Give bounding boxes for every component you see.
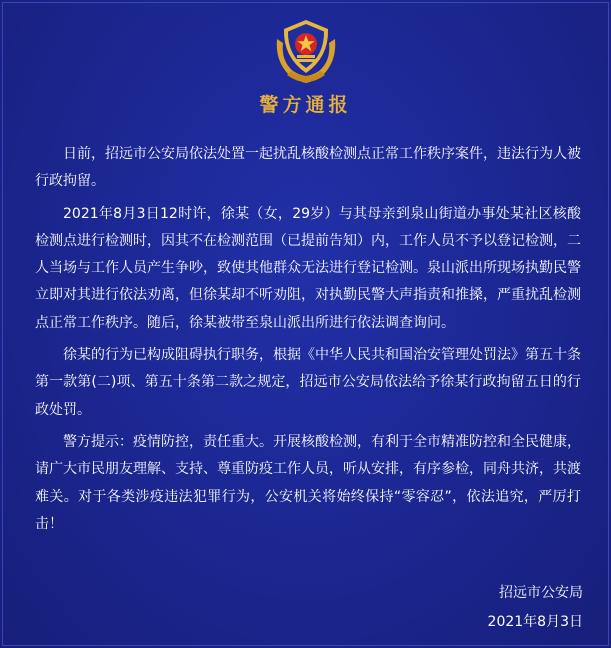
notice-title: 警方通报 xyxy=(259,94,352,116)
notice-body xyxy=(35,141,581,543)
paragraph-incident: 2021年8月3日12时许，徐某（女，29岁）与其母亲到泉山街道办事处某社区核酸检测点进行检测时，因其不在检测范围（已提前告知）内，工作人员不予以登记检测，二人当场与工作人员产生争吵，致使其他群众无法进行登记检测。泉山派出所现场执勤民警立即对其进行依法劝离，但徐某却不听劝阻，对执勤民警大声指责和推搡，严重扰乱检测点正常工作秩序。随后，徐某被带至泉山派出所进行依法调查询问。 xyxy=(35,205,581,331)
paragraph-intro: 日前，招远市公安局依法处置一起扰乱核酸检测点正常工作秩序案件，违法行为人被行政拘留。 xyxy=(35,146,581,190)
police-emblem-icon xyxy=(273,17,339,87)
signature-org: 招远市公安局 xyxy=(499,585,583,601)
signature-date: 2021年8月3日 xyxy=(487,614,583,630)
signature-block xyxy=(488,579,583,637)
paragraph-reminder: 警方提示：疫情防控，责任重大。开展核酸检测，有利于全市精准防控和全民健康，请广大市民朋友理解、支持、尊重防疫工作人员，听从安排，有序参检，同舟共济，共渡难关。对于各类涉疫违法犯罪行为，公安机关将始终保持“零容忍”，依法追究，严厉打击！ xyxy=(35,433,581,532)
paragraph-penalty: 徐某的行为已构成阻碍执行职务，根据《中华人民共和国治安管理处罚法》第五十条第一款第(二)项、第五十条第二款之规定，招远市公安局依法给予徐某行政拘留五日的行政处罚。 xyxy=(35,347,581,418)
